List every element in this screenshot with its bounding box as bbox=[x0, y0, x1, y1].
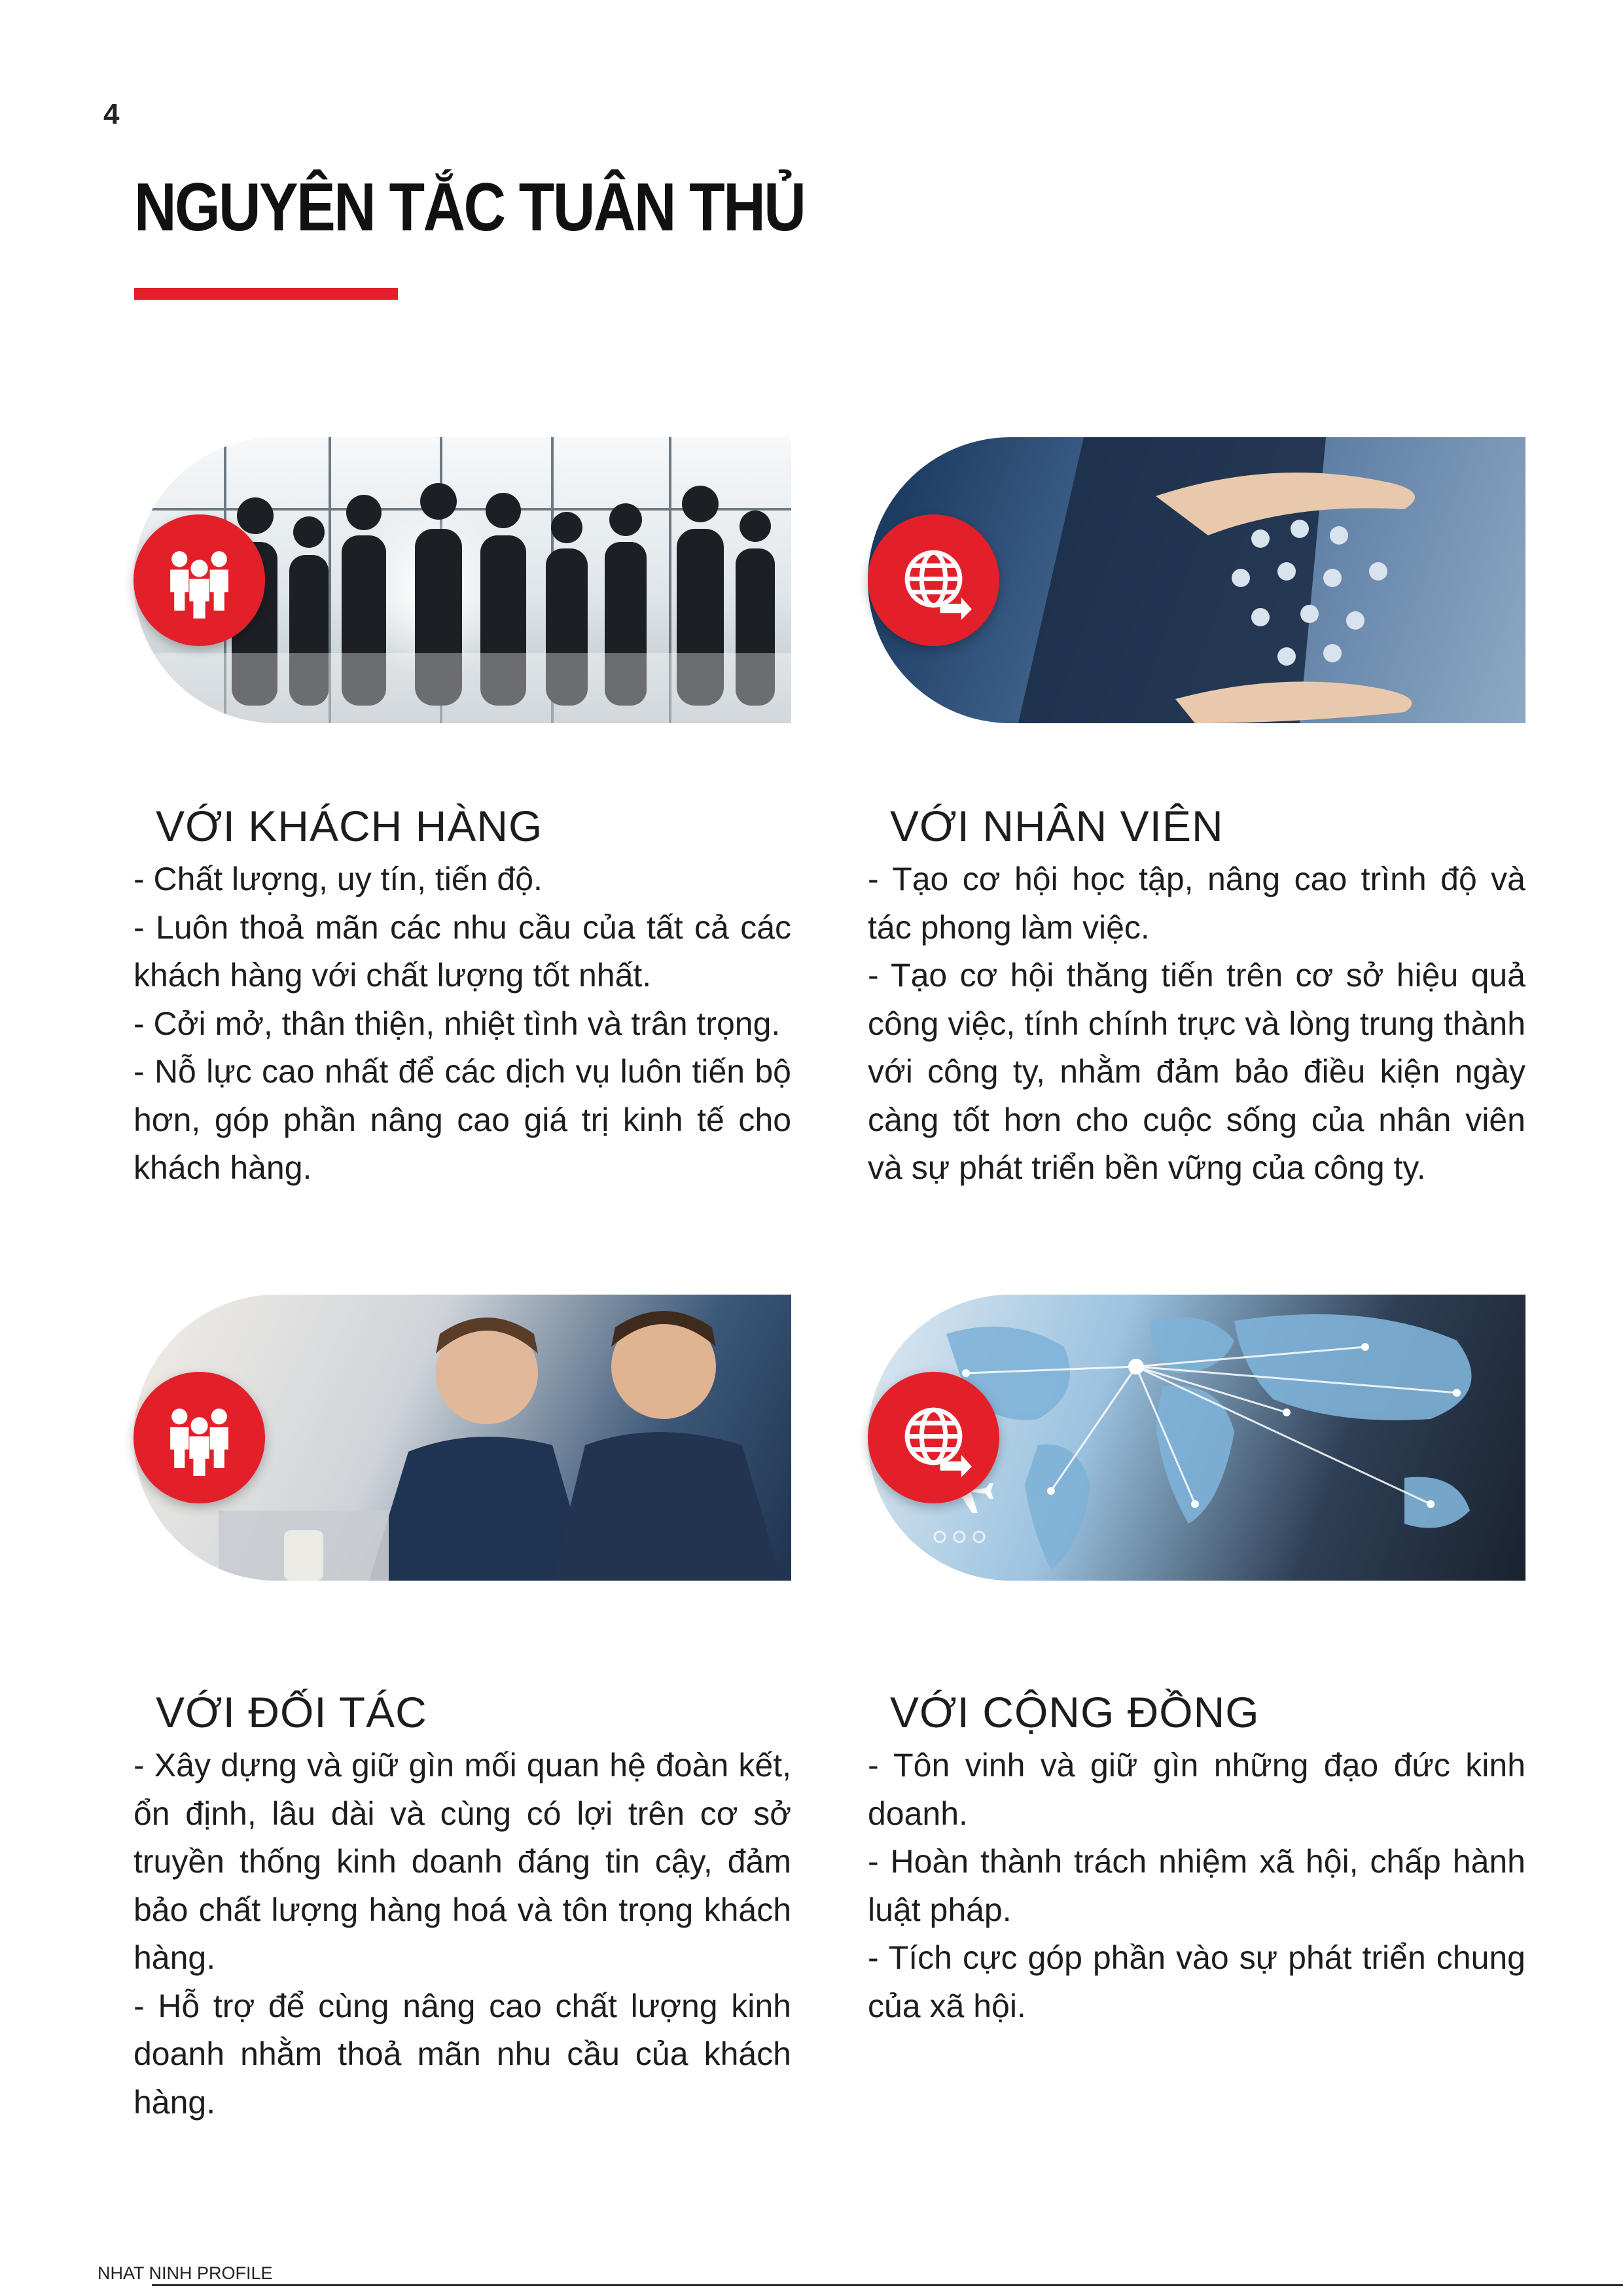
footer-brand: NHAT NINH PROFILE bbox=[98, 2263, 273, 2283]
customers-point-3: - Cởi mở, thân thiện, nhiệt tình và trân trọng. bbox=[134, 1005, 781, 1042]
partners-text bbox=[134, 1742, 791, 2126]
partners-heading: VỚI ĐỐI TÁC bbox=[156, 1688, 427, 1736]
community-point-1: - Tôn vinh và giữ gìn những đạo đức kinh doanh. bbox=[868, 1747, 1525, 1832]
employees-point-2: - Tạo cơ hội thăng tiến trên cơ sở hiệu quả công việc, tính chính trực và lòng trung thành với công ty, nhằm đảm bảo điều kiện ngày càng tốt hơn cho cuộc sống của nhân viên và sự phát triển bền vững của công ty. bbox=[868, 957, 1525, 1186]
people-group-icon bbox=[134, 514, 265, 646]
employees-heading: VỚI NHÂN VIÊN bbox=[890, 802, 1224, 850]
customers-point-4: - Nỗ lực cao nhất để các dịch vụ luôn tiến bộ hơn, góp phần nâng cao giá trị kinh tế cho khách hàng. bbox=[134, 1053, 791, 1186]
title-underline bbox=[134, 288, 398, 300]
community-heading: VỚI CỘNG ĐỒNG bbox=[890, 1688, 1260, 1736]
page-title: NGUYÊN TẮC TUÂN THỦ bbox=[134, 170, 805, 245]
community-point-2: - Hoàn thành trách nhiệm xã hội, chấp hành luật pháp. bbox=[868, 1843, 1525, 1928]
employees-text bbox=[868, 855, 1525, 1193]
customers-heading: VỚI KHÁCH HÀNG bbox=[156, 802, 543, 850]
employees-point-1: - Tạo cơ hội học tập, nâng cao trình độ và tác phong làm việc. bbox=[868, 861, 1525, 946]
customers-text bbox=[134, 855, 791, 1193]
page-number: 4 bbox=[103, 98, 120, 130]
customers-point-1: - Chất lượng, uy tín, tiến độ. bbox=[134, 861, 543, 897]
people-group-icon bbox=[134, 1372, 265, 1503]
community-point-3: - Tích cực góp phần vào sự phát triển chung của xã hội. bbox=[868, 1939, 1525, 2024]
partners-point-1: - Xây dựng và giữ gìn mối quan hệ đoàn kết, ổn định, lâu dài và cùng có lợi trên cơ sở truyền thống kinh doanh đáng tin cậy, đảm bảo chất lượng hàng hoá và tôn trọng khách hàng. bbox=[134, 1747, 791, 1976]
community-text bbox=[868, 1742, 1525, 2030]
globe-arrow-icon bbox=[868, 514, 999, 646]
customers-point-2: - Luôn thoả mãn các nhu cầu của tất cả các khách hàng với chất lượng tốt nhất. bbox=[134, 908, 791, 994]
footer-divider bbox=[152, 2284, 1623, 2286]
globe-arrow-icon bbox=[868, 1372, 999, 1503]
partners-point-2: - Hỗ trợ để cùng nâng cao chất lượng kinh doanh nhằm thoả mãn nhu cầu của khách hàng. bbox=[134, 1987, 791, 2121]
